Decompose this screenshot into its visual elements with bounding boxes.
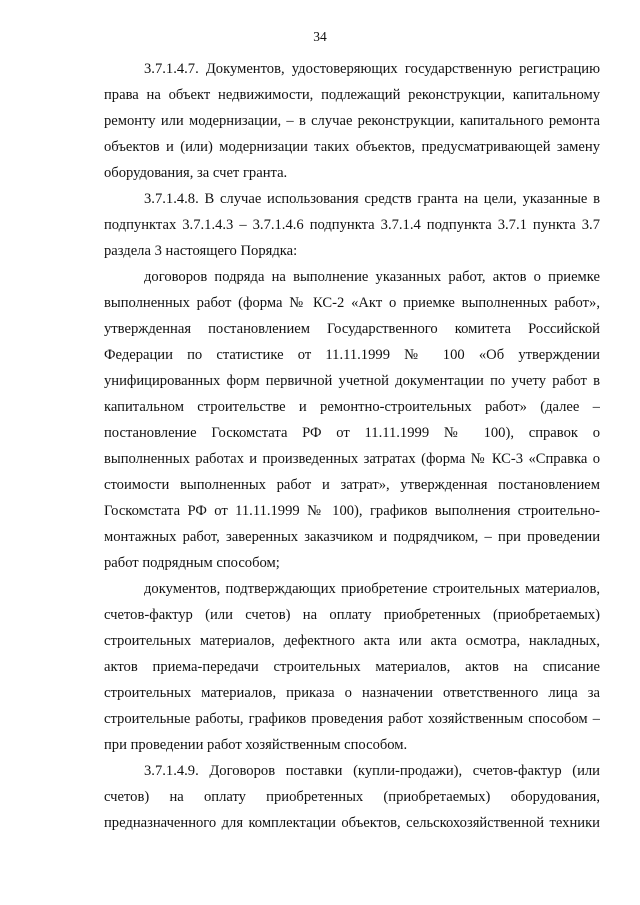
text-line: монтажных работ, заверенных заказчиком и подрядчиком, – при проведении: [104, 529, 600, 545]
text-line: подпунктах 3.7.1.4.3 – 3.7.1.4.6 подпункта 3.7.1.4 подпункта 3.7.1 пункта 3.7: [104, 217, 600, 233]
page-number: 34: [313, 29, 327, 44]
text-line: строительных материалов, приказа о назначении ответственного лица за: [104, 685, 600, 701]
text-line: ремонту или модернизации, – в случае реконструкции, капитального ремонта: [104, 113, 600, 129]
text-line: выполненных работ (форма № КС-2 «Акт о приемке выполненных работ»,: [104, 295, 600, 311]
text-line: раздела 3 настоящего Порядка:: [104, 243, 298, 259]
text-line: документов, подтверждающих приобретение строительных материалов,: [144, 581, 600, 597]
text-line: актов приема-передачи строительных материалов, актов на списание: [104, 659, 600, 675]
text-line: строительных материалов, дефектного акта или акта осмотра, накладных,: [104, 633, 600, 649]
text-line: постановление Госкомстата РФ от 11.11.1999 № 100), справок о: [104, 425, 600, 441]
text-line: утвержденная постановлением Государственного комитета Российской: [104, 321, 600, 337]
text-line: при проведении работ хозяйственным способом.: [104, 737, 408, 753]
text-line: работ подрядным способом;: [104, 555, 280, 571]
text-line: договоров подряда на выполнение указанных работ, актов о приемке: [144, 269, 600, 285]
text-line: 3.7.1.4.8. В случае использования средств гранта на цели, указанные в: [144, 191, 600, 207]
text-line: стоимости выполненных работ и затрат», утвержденная постановлением: [104, 477, 600, 493]
text-line: права на объект недвижимости, подлежащий реконструкции, капитальному: [104, 87, 600, 103]
text-line: строительные работы, графиков проведения работ хозяйственным способом –: [104, 711, 600, 727]
text-line: Госкомстата РФ от 11.11.1999 № 100), графиков выполнения строительно-: [104, 503, 600, 519]
text-line: оборудования, за счет гранта.: [104, 165, 288, 181]
text-line: объектов и (или) модернизации таких объектов, предусматривающей замену: [104, 139, 600, 155]
text-line: счетов) на оплату приобретенных (приобретаемых) оборудования,: [104, 789, 600, 805]
text-line: Федерации по статистике от 11.11.1999 № 100 «Об утверждении: [104, 347, 600, 363]
text-line: 3.7.1.4.7. Документов, удостоверяющих государственную регистрацию: [144, 61, 600, 77]
text-line: капитальном строительстве и ремонтно-строительных работ» (далее –: [104, 399, 600, 415]
text-line: предназначенного для комплектации объектов, сельскохозяйственной техники: [104, 815, 600, 831]
text-line: выполненных работах и произведенных затратах (форма № КС-3 «Справка о: [104, 451, 600, 467]
text-line: 3.7.1.4.9. Договоров поставки (купли-продажи), счетов-фактур (или: [144, 763, 600, 779]
text-line: унифицированных форм первичной учетной документации по учету работ в: [104, 373, 600, 389]
text-line: счетов-фактур (или счетов) на оплату приобретенных (приобретаемых): [104, 607, 600, 623]
